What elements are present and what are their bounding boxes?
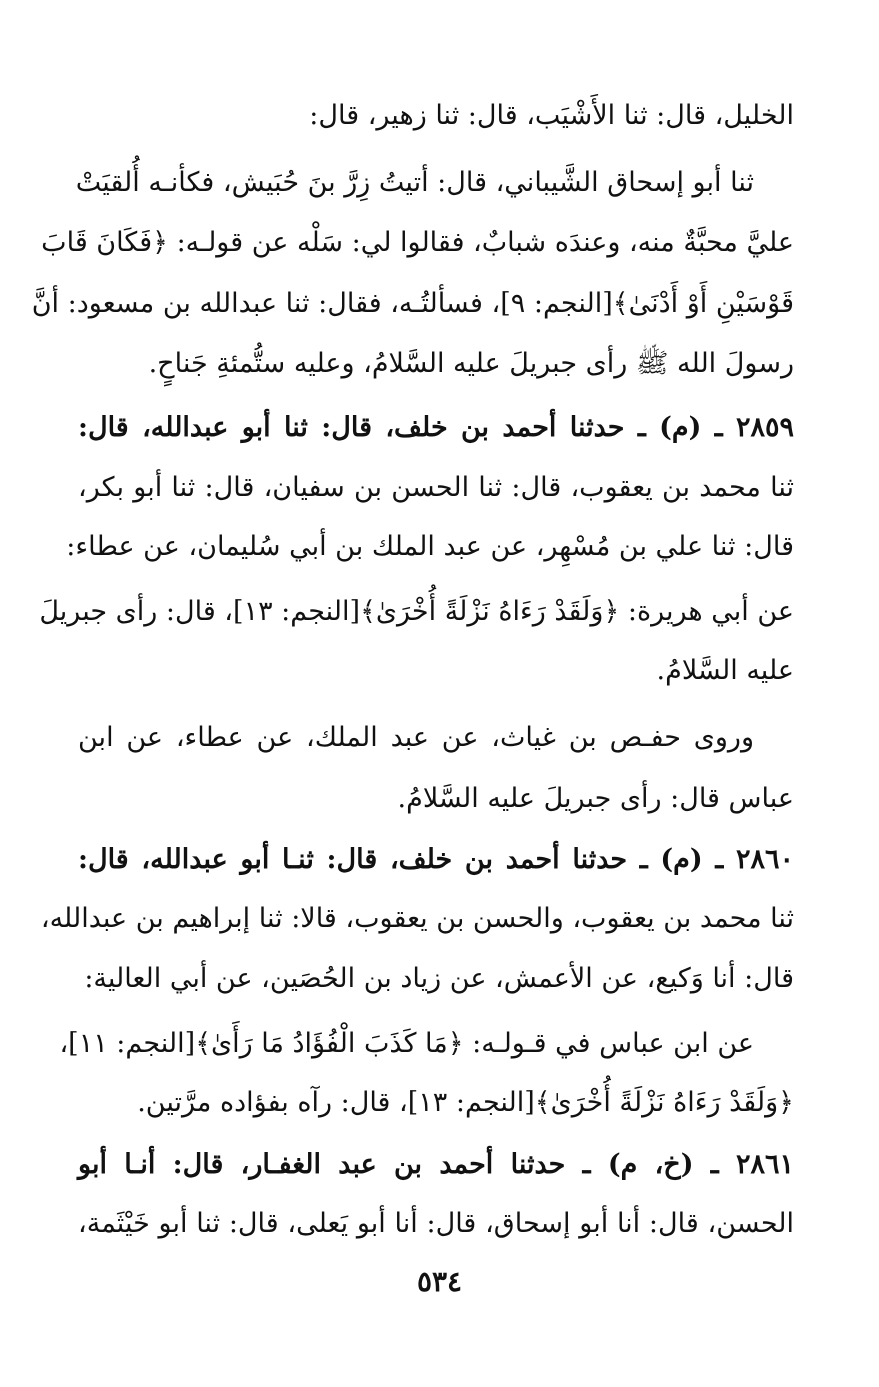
- text-line: ﴿وَلَقَدْ رَءَاهُ نَزْلَةً أُخْرَىٰ﴾[النجم: ١٣]، قال: رآه بفؤاده مرَّتين.: [137, 1087, 794, 1118]
- text-line: الخليل، قال: ثنا الأَشْيَب، قال: ثنا زهير، قال:: [309, 100, 794, 131]
- hadith-heading: ٢٨٦٠ ـ (م) ـ حدثنا أحمد بن خلف، قال: ثنـا أبو عبدالله، قال:: [78, 844, 794, 875]
- text-line: عن ابن عباس في قـولـه: ﴿مَا كَذَبَ الْفُؤَادُ مَا رَأَىٰ﴾[النجم: ١١]،: [59, 1028, 754, 1059]
- page-number: ٥٣٤: [416, 1265, 463, 1298]
- text-line: ثنا محمد بن يعقوب، قال: ثنا الحسن بن سفيان، قال: ثنا أبو بكر،: [78, 472, 794, 503]
- text-line: عليه السَّلامُ.: [656, 655, 794, 686]
- text-line: قَوْسَيْنِ أَوْ أَدْنَىٰ﴾[النجم: ٩]، فسألتُـه، فقال: ثنا عبدالله بن مسعود: أنَّ: [31, 288, 794, 319]
- hadith-heading: ٢٨٦١ ـ (خ، م) ـ حدثنا أحمد بن عبد الغفـار، قال: أنـا أبو: [78, 1149, 794, 1180]
- text-line: عن أبي هريرة: ﴿وَلَقَدْ رَءَاهُ نَزْلَةً أُخْرَىٰ﴾[النجم: ١٣]، قال: رأى جبريلَ: [39, 596, 794, 627]
- text-line: ثنا محمد بن يعقوب، والحسن بن يعقوب، قالا: ثنا إبراهيم بن عبدالله،: [40, 903, 794, 934]
- text-line: عباس قال: رأى جبريلَ عليه السَّلامُ.: [397, 783, 794, 814]
- text-line: قال: أنا وَكيع، عن الأعمش، عن زياد بن الحُصَين، عن أبي العالية:: [84, 963, 794, 994]
- text-line: الحسن، قال: أنا أبو إسحاق، قال: أنا أبو يَعلى، قال: ثنا أبو خَيْثَمة،: [78, 1208, 794, 1239]
- hadith-heading: ٢٨٥٩ ـ (م) ـ حدثنا أحمد بن خلف، قال: ثنا أبو عبدالله، قال:: [78, 412, 794, 443]
- text-line: وروى حفـص بن غياث، عن عبد الملك، عن عطاء، عن ابن: [78, 722, 754, 753]
- text-line: عليَّ محبَّةٌ منه، وعندَه شبابٌ، فقالوا لي: سَلْه عن قولـه: ﴿فَكَانَ قَابَ: [41, 227, 794, 258]
- text-line: ثنا أبو إسحاق الشَّيباني، قال: أتيتُ زِرَّ بنَ حُبَيش، فكأنـه أُلقيَتْ: [75, 167, 754, 198]
- text-line: رسولَ الله ﷺ رأى جبريلَ عليه السَّلامُ، وعليه ستُّمئةِ جَناحٍ.: [148, 348, 794, 379]
- text-line: قال: ثنا علي بن مُسْهِر، عن عبد الملك بن أبي سُليمان، عن عطاء:: [66, 531, 794, 562]
